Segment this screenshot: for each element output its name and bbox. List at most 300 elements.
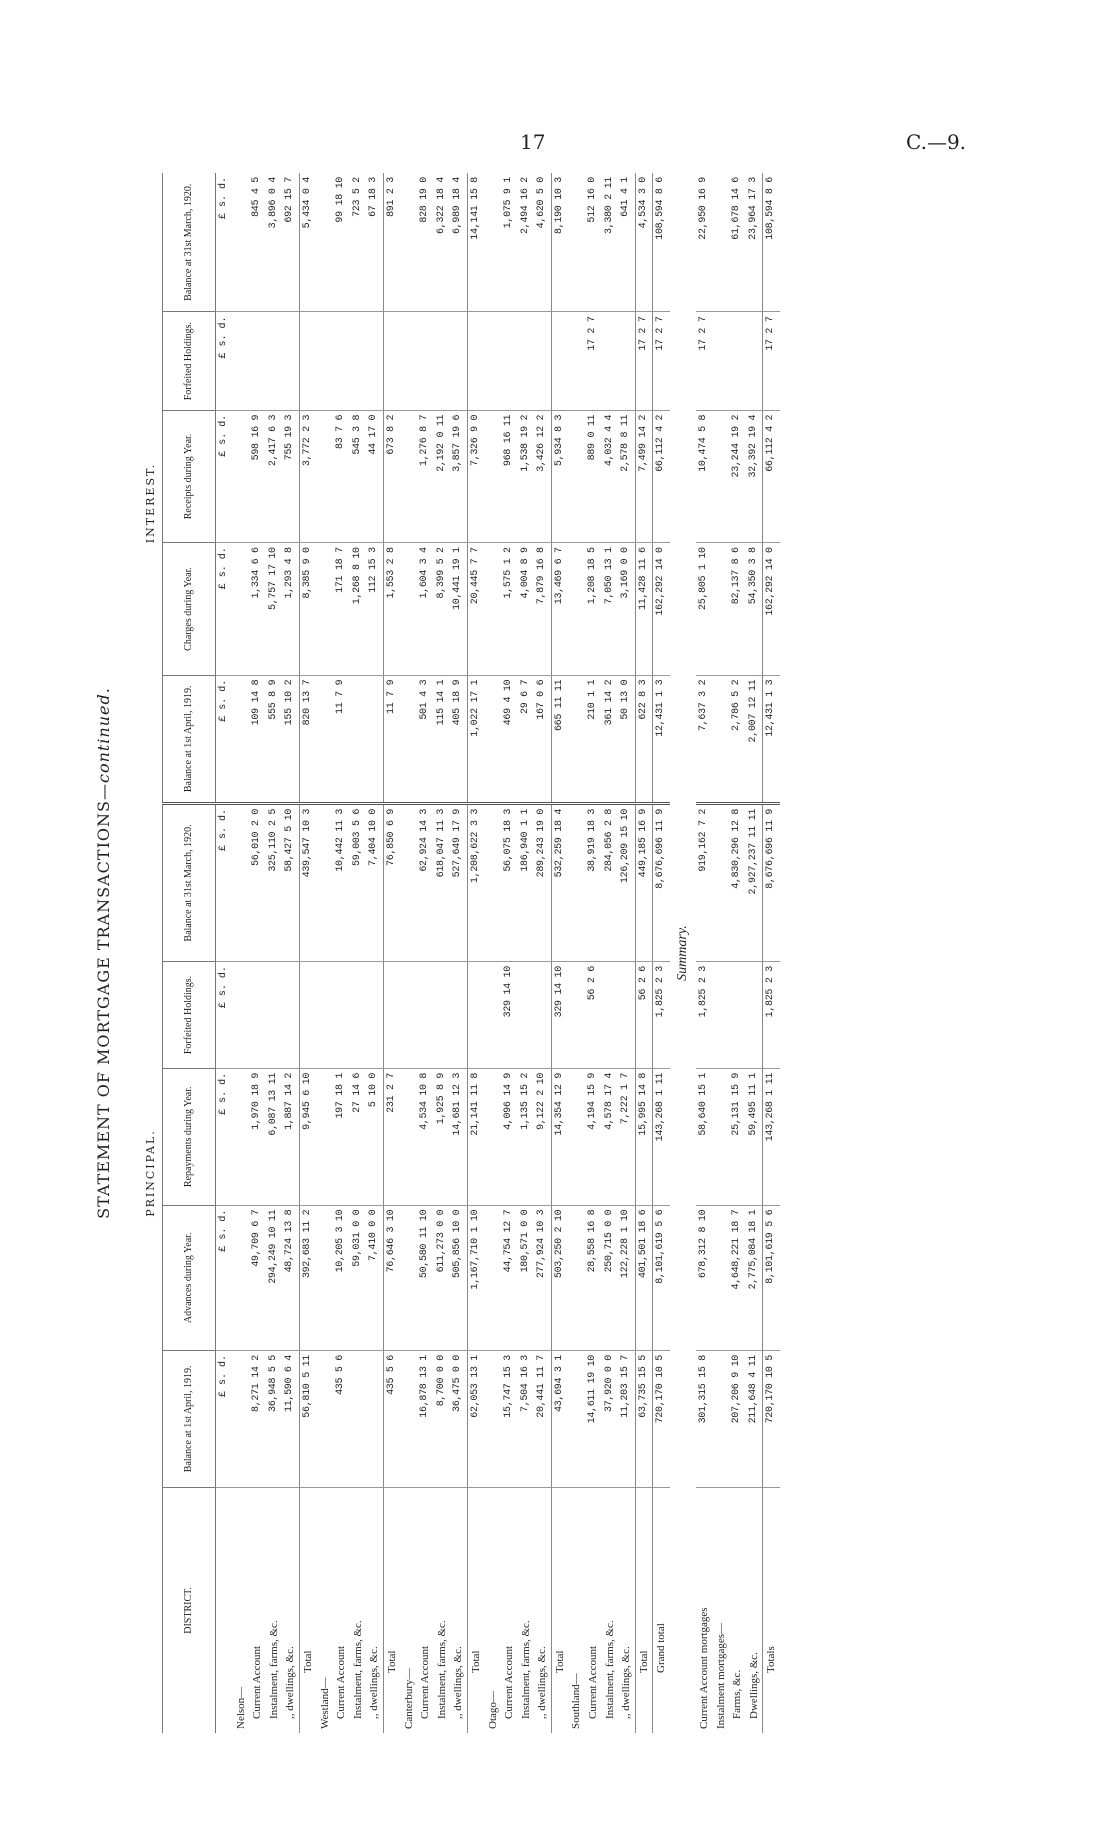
- value-cell: 62,924 14 3: [417, 803, 434, 961]
- value-cell: 501 4 3: [417, 675, 434, 803]
- value-cell: [366, 962, 383, 1069]
- table-row: [568, 173, 585, 1733]
- value-cell: 115 14 1: [434, 675, 451, 803]
- value-cell: [485, 962, 502, 1069]
- value-cell: 11,203 15 7: [618, 1350, 635, 1487]
- value-cell: 1,268 8 10: [350, 543, 367, 675]
- table-body: [216, 173, 781, 1733]
- value-cell: [401, 410, 418, 542]
- value-cell: [568, 962, 585, 1069]
- value-cell: 4,194 15 9: [585, 1068, 602, 1205]
- value-cell: [401, 803, 418, 961]
- value-cell: [746, 962, 763, 1069]
- value-cell: [568, 803, 585, 961]
- value-cell: 3,426 12 2: [534, 410, 551, 542]
- row-label: Current Account: [335, 1645, 348, 1719]
- row-label: ,, dwellings, &c.: [620, 1646, 633, 1719]
- value-cell: 180,571 0 0: [518, 1205, 535, 1350]
- value-cell: 1,604 3 4: [417, 543, 434, 675]
- value-cell: 5,934 8 3: [551, 410, 568, 542]
- value-cell: [401, 543, 418, 675]
- value-cell: 62,053 13 1: [467, 1350, 484, 1487]
- row-label: ,, dwellings, &c.: [368, 1646, 381, 1719]
- table-row: [763, 173, 780, 1733]
- value-cell: 9,945 6 10: [299, 1068, 316, 1205]
- value-cell: 7,410 0 0: [366, 1205, 383, 1350]
- row-label: Instalment, farms, &c.: [519, 1620, 532, 1719]
- value-cell: 845 4 5: [249, 173, 266, 312]
- col-charges: Charges during Year.: [163, 543, 216, 675]
- value-cell: 99 18 10: [333, 173, 350, 312]
- value-cell: 108,594 8 6: [763, 173, 780, 312]
- value-cell: 828 19 0: [417, 173, 434, 312]
- page-number: 17: [520, 130, 546, 154]
- row-label: Totals: [763, 1487, 780, 1733]
- value-cell: 527,649 17 9: [450, 803, 467, 961]
- row-label: Total: [467, 1487, 484, 1733]
- value-cell: 56 2 6: [635, 962, 653, 1069]
- value-cell: [434, 962, 451, 1069]
- row-label: Instalment, farms, &c.: [351, 1620, 364, 1719]
- value-cell: 56,010 2 0: [249, 803, 266, 961]
- units-cell: £ s. d.: [216, 173, 233, 312]
- value-cell: [568, 1205, 585, 1350]
- value-cell: 329 14 10: [551, 962, 568, 1069]
- value-cell: 2,417 6 3: [266, 410, 283, 542]
- value-cell: 48,724 13 8: [282, 1205, 299, 1350]
- row-label: Current Account: [251, 1645, 264, 1719]
- value-cell: [568, 675, 585, 803]
- value-cell: [434, 312, 451, 410]
- value-cell: [485, 675, 502, 803]
- value-cell: 66,112 4 2: [763, 410, 780, 542]
- value-cell: [713, 1068, 730, 1205]
- value-cell: 449,185 16 9: [635, 803, 653, 961]
- value-cell: [401, 1068, 418, 1205]
- value-cell: 6,989 18 4: [450, 173, 467, 312]
- value-cell: 555 8 9: [266, 675, 283, 803]
- value-cell: 12,431 1 3: [653, 675, 670, 803]
- value-cell: 325,110 2 5: [266, 803, 283, 961]
- statement-table-area: [92, 173, 1062, 1733]
- value-cell: 36,948 5 5: [266, 1350, 283, 1487]
- value-cell: 50 13 0: [618, 675, 635, 803]
- value-cell: [450, 312, 467, 410]
- value-cell: 29 6 7: [518, 675, 535, 803]
- value-cell: [366, 675, 383, 803]
- value-cell: 8,385 9 0: [299, 543, 316, 675]
- table-row: [485, 173, 502, 1733]
- table-row: [518, 173, 535, 1733]
- value-cell: [282, 312, 299, 410]
- value-cell: 435 5 6: [333, 1350, 350, 1487]
- value-cell: [317, 1350, 334, 1487]
- value-cell: 4,620 5 0: [534, 173, 551, 312]
- value-cell: 58,640 15 1: [696, 1068, 713, 1205]
- row-label: Total: [299, 1487, 316, 1733]
- value-cell: 36,475 0 0: [450, 1350, 467, 1487]
- value-cell: 8,101,619 5 6: [763, 1205, 780, 1350]
- value-cell: [467, 962, 484, 1069]
- value-cell: 20,441 11 7: [534, 1350, 551, 1487]
- value-cell: 4,096 14 9: [501, 1068, 518, 1205]
- value-cell: 9,122 2 10: [534, 1068, 551, 1205]
- units-blank: [216, 1487, 233, 1733]
- table-row: [501, 173, 518, 1733]
- value-cell: [401, 675, 418, 803]
- value-cell: [485, 803, 502, 961]
- table-row: [534, 173, 551, 1733]
- value-cell: [618, 962, 635, 1069]
- value-cell: [233, 803, 250, 961]
- row-label: Canterbury—: [402, 1668, 415, 1729]
- value-cell: 532,259 18 4: [551, 803, 568, 961]
- value-cell: [401, 173, 418, 312]
- page-reference: C.—9.: [906, 130, 967, 154]
- units-cell: £ s. d.: [216, 962, 233, 1069]
- value-cell: 1,553 2 8: [383, 543, 400, 675]
- value-cell: 692 15 7: [282, 173, 299, 312]
- value-cell: [333, 312, 350, 410]
- value-cell: [713, 1205, 730, 1350]
- value-cell: [746, 312, 763, 410]
- value-cell: 38,919 18 3: [585, 803, 602, 961]
- table-row: [653, 173, 670, 1733]
- table-row: [417, 173, 434, 1733]
- value-cell: 1,825 2 3: [696, 962, 713, 1069]
- value-cell: [233, 1350, 250, 1487]
- value-cell: 919,162 7 2: [696, 803, 713, 961]
- value-cell: 435 5 6: [383, 1350, 400, 1487]
- value-cell: 673 8 2: [383, 410, 400, 542]
- statement-title: [94, 173, 113, 1733]
- units-row: [216, 173, 233, 1733]
- row-label: Current Account: [419, 1645, 432, 1719]
- value-cell: 61,678 14 6: [729, 173, 746, 312]
- value-cell: [333, 962, 350, 1069]
- value-cell: [602, 312, 619, 410]
- value-cell: 8,101,619 5 6: [653, 1205, 670, 1350]
- value-cell: [299, 312, 316, 410]
- value-cell: 43,694 3 1: [551, 1350, 568, 1487]
- value-cell: 25,805 1 10: [696, 543, 713, 675]
- value-cell: 4,534 3 0: [635, 173, 653, 312]
- value-cell: [485, 543, 502, 675]
- value-cell: 82,137 8 6: [729, 543, 746, 675]
- value-cell: [233, 173, 250, 312]
- value-cell: [713, 675, 730, 803]
- col-balance-end-interest: Balance at 31st March, 1920.: [163, 173, 216, 312]
- value-cell: [417, 312, 434, 410]
- table-row: [434, 173, 451, 1733]
- table-row: [618, 173, 635, 1733]
- table-row: [585, 173, 602, 1733]
- value-cell: 14,611 19 10: [585, 1350, 602, 1487]
- value-cell: 723 5 2: [350, 173, 367, 312]
- units-cell: £ s. d.: [216, 543, 233, 675]
- col-forfeited-principal: Forfeited Holdings.: [163, 962, 216, 1069]
- value-cell: [568, 543, 585, 675]
- value-cell: [249, 312, 266, 410]
- value-cell: 17 2 7: [653, 312, 670, 410]
- value-cell: 7,499 14 2: [635, 410, 653, 542]
- units-cell: £ s. d.: [216, 803, 233, 961]
- value-cell: [282, 962, 299, 1069]
- value-cell: [713, 312, 730, 410]
- row-label: Total: [635, 1487, 653, 1733]
- value-cell: 54,350 3 8: [746, 543, 763, 675]
- value-cell: [233, 1205, 250, 1350]
- table-row: [266, 173, 283, 1733]
- value-cell: 197 18 1: [333, 1068, 350, 1205]
- value-cell: 2,927,237 11 11: [746, 803, 763, 961]
- value-cell: 512 16 0: [585, 173, 602, 312]
- value-cell: 56,075 18 3: [501, 803, 518, 961]
- value-cell: [317, 803, 334, 961]
- col-balance-end-principal: Balance at 31st March, 1920.: [163, 803, 216, 961]
- value-cell: [713, 803, 730, 961]
- value-cell: 155 10 2: [282, 675, 299, 803]
- row-label: Nelson—: [234, 1686, 247, 1729]
- value-cell: [485, 1068, 502, 1205]
- value-cell: 1,167,710 1 10: [467, 1205, 484, 1350]
- value-cell: [485, 1350, 502, 1487]
- value-cell: 401,501 18 6: [635, 1205, 653, 1350]
- row-label: ,, dwellings, &c.: [284, 1646, 297, 1719]
- value-cell: [383, 962, 400, 1069]
- value-cell: [249, 962, 266, 1069]
- value-cell: 7,879 16 8: [534, 543, 551, 675]
- value-cell: [401, 312, 418, 410]
- value-cell: 2,786 5 2: [729, 675, 746, 803]
- principal-group-heading: PRINCIPAL.: [144, 1129, 157, 1217]
- value-cell: 7,222 1 7: [618, 1068, 635, 1205]
- value-cell: 3,857 19 6: [450, 410, 467, 542]
- value-cell: 1,825 2 3: [763, 962, 780, 1069]
- value-cell: 23,244 19 2: [729, 410, 746, 542]
- value-cell: 405 18 9: [450, 675, 467, 803]
- value-cell: 289,243 19 0: [534, 803, 551, 961]
- value-cell: [417, 962, 434, 1069]
- value-cell: 2,775,084 18 1: [746, 1205, 763, 1350]
- value-cell: 1,208 18 5: [585, 543, 602, 675]
- value-cell: [518, 962, 535, 1069]
- value-cell: [450, 962, 467, 1069]
- value-cell: 17 2 7: [635, 312, 653, 410]
- value-cell: [618, 312, 635, 410]
- value-cell: 83 7 6: [333, 410, 350, 542]
- row-label: Current Account mortgages: [698, 1607, 711, 1729]
- rotated-table-region: [92, 173, 1062, 1733]
- table-row: [282, 173, 299, 1733]
- value-cell: [551, 312, 568, 410]
- value-cell: 50,580 11 10: [417, 1205, 434, 1350]
- table-row: [635, 173, 653, 1733]
- value-cell: [350, 675, 367, 803]
- value-cell: 1,135 15 2: [518, 1068, 535, 1205]
- value-cell: [317, 962, 334, 1069]
- value-cell: 755 19 3: [282, 410, 299, 542]
- value-cell: [299, 962, 316, 1069]
- row-label: Farms, &c.: [731, 1669, 744, 1719]
- value-cell: 392,683 11 2: [299, 1205, 316, 1350]
- value-cell: 16,878 13 1: [417, 1350, 434, 1487]
- value-cell: 7,504 16 3: [518, 1350, 535, 1487]
- row-label: Instalment, farms, &c.: [435, 1620, 448, 1719]
- value-cell: 11 7 9: [333, 675, 350, 803]
- value-cell: 44 17 0: [366, 410, 383, 542]
- value-cell: [713, 962, 730, 1069]
- value-cell: 5 10 0: [366, 1068, 383, 1205]
- value-cell: 1,293 4 8: [282, 543, 299, 675]
- value-cell: 8,676,696 11 9: [653, 803, 670, 961]
- value-cell: 891 2 3: [383, 173, 400, 312]
- value-cell: 2,494 16 2: [518, 173, 535, 312]
- value-cell: 3,896 0 4: [266, 173, 283, 312]
- value-cell: 17 2 7: [763, 312, 780, 410]
- row-label: Instalment, farms, &c.: [603, 1620, 616, 1719]
- value-cell: [729, 312, 746, 410]
- value-cell: 11,590 6 4: [282, 1350, 299, 1487]
- value-cell: 277,924 10 3: [534, 1205, 551, 1350]
- value-cell: 112 15 3: [366, 543, 383, 675]
- value-cell: 4,830,296 12 8: [729, 803, 746, 961]
- value-cell: 4,032 4 4: [602, 410, 619, 542]
- value-cell: [233, 675, 250, 803]
- value-cell: [266, 962, 283, 1069]
- value-cell: 505,856 10 0: [450, 1205, 467, 1350]
- value-cell: [317, 1068, 334, 1205]
- value-cell: 17 2 7: [585, 312, 602, 410]
- value-cell: 171 18 7: [333, 543, 350, 675]
- value-cell: [568, 312, 585, 410]
- table-row: [450, 173, 467, 1733]
- value-cell: [233, 962, 250, 1069]
- value-cell: [485, 1205, 502, 1350]
- value-cell: 67 18 3: [366, 173, 383, 312]
- value-cell: [568, 1350, 585, 1487]
- value-cell: 37,920 0 0: [602, 1350, 619, 1487]
- col-repayments: Repayments during Year.: [163, 1068, 216, 1205]
- value-cell: 545 3 8: [350, 410, 367, 542]
- value-cell: 17 2 7: [696, 312, 713, 410]
- summary-heading-row: [670, 173, 696, 1733]
- value-cell: 10,441 19 1: [450, 543, 467, 675]
- table-row: [333, 173, 350, 1733]
- value-cell: 8,190 10 3: [551, 173, 568, 312]
- value-cell: 76,850 6 9: [383, 803, 400, 961]
- value-cell: 14,141 15 8: [467, 173, 484, 312]
- value-cell: [518, 312, 535, 410]
- value-cell: [534, 962, 551, 1069]
- table-row: [401, 173, 418, 1733]
- value-cell: 5,757 17 10: [266, 543, 283, 675]
- col-balance-start: Balance at 1st April, 1919.: [163, 1350, 216, 1487]
- value-cell: [233, 312, 250, 410]
- value-cell: 76,646 3 10: [383, 1205, 400, 1350]
- value-cell: 109 14 8: [249, 675, 266, 803]
- value-cell: 8,700 0 0: [434, 1350, 451, 1487]
- value-cell: 284,056 2 8: [602, 803, 619, 961]
- value-cell: [713, 173, 730, 312]
- value-cell: 720,170 10 5: [653, 1350, 670, 1487]
- value-cell: [317, 410, 334, 542]
- col-receipts: Receipts during Year.: [163, 410, 216, 542]
- value-cell: [233, 543, 250, 675]
- value-cell: [401, 962, 418, 1069]
- value-cell: 7,637 3 2: [696, 675, 713, 803]
- value-cell: 6,087 13 11: [266, 1068, 283, 1205]
- value-cell: 8,676,696 11 9: [763, 803, 780, 961]
- value-cell: 14,681 12 3: [450, 1068, 467, 1205]
- value-cell: 44,754 12 7: [501, 1205, 518, 1350]
- value-cell: 186,940 1 1: [518, 803, 535, 961]
- row-label: Current Account: [587, 1645, 600, 1719]
- table-row: [383, 173, 400, 1733]
- value-cell: 162,292 14 0: [653, 543, 670, 675]
- value-cell: 4,004 8 9: [518, 543, 535, 675]
- value-cell: 210 1 1: [585, 675, 602, 803]
- value-cell: [317, 173, 334, 312]
- value-cell: 1,575 1 2: [501, 543, 518, 675]
- units-cell: £ s. d.: [216, 1205, 233, 1350]
- value-cell: [350, 312, 367, 410]
- value-cell: [266, 312, 283, 410]
- row-label: ,, dwellings, &c.: [452, 1646, 465, 1719]
- value-cell: [485, 312, 502, 410]
- value-cell: 25,131 15 9: [729, 1068, 746, 1205]
- value-cell: 250,715 0 0: [602, 1205, 619, 1350]
- units-cell: £ s. d.: [216, 675, 233, 803]
- value-cell: 1,925 8 9: [434, 1068, 451, 1205]
- value-cell: 27 14 6: [350, 1068, 367, 1205]
- value-cell: 820 13 7: [299, 675, 316, 803]
- row-label: Grand total: [653, 1487, 670, 1733]
- value-cell: 439,547 10 3: [299, 803, 316, 961]
- units-cell: £ s. d.: [216, 1350, 233, 1487]
- value-cell: [729, 962, 746, 1069]
- value-cell: 720,170 10 5: [763, 1350, 780, 1487]
- row-label: Instalment mortgages—: [714, 1622, 727, 1729]
- value-cell: [317, 543, 334, 675]
- value-cell: 32,392 19 4: [746, 410, 763, 542]
- header-row: [163, 173, 216, 1733]
- row-label: ,, dwellings, &c.: [536, 1646, 549, 1719]
- value-cell: [366, 1350, 383, 1487]
- value-cell: 1,022 17 1: [467, 675, 484, 803]
- value-cell: 56 2 6: [585, 962, 602, 1069]
- units-cell: £ s. d.: [216, 410, 233, 542]
- units-cell: £ s. d.: [216, 312, 233, 410]
- value-cell: [401, 1205, 418, 1350]
- value-cell: 1,970 18 9: [249, 1068, 266, 1205]
- value-cell: 968 16 11: [501, 410, 518, 542]
- table-row: [713, 173, 730, 1733]
- value-cell: 10,205 3 10: [333, 1205, 350, 1350]
- value-cell: 469 4 10: [501, 675, 518, 803]
- row-label: Dwellings, &c.: [747, 1652, 760, 1719]
- table-row: [233, 173, 250, 1733]
- row-label: Westland—: [318, 1677, 331, 1729]
- value-cell: 1,276 8 7: [417, 410, 434, 542]
- value-cell: 108,594 8 6: [653, 173, 670, 312]
- value-cell: [317, 675, 334, 803]
- value-cell: 5,434 0 4: [299, 173, 316, 312]
- summary-heading: Summary.: [674, 925, 690, 981]
- table-row: [746, 173, 763, 1733]
- value-cell: 14,354 12 9: [551, 1068, 568, 1205]
- col-district: DISTRICT.: [163, 1487, 216, 1733]
